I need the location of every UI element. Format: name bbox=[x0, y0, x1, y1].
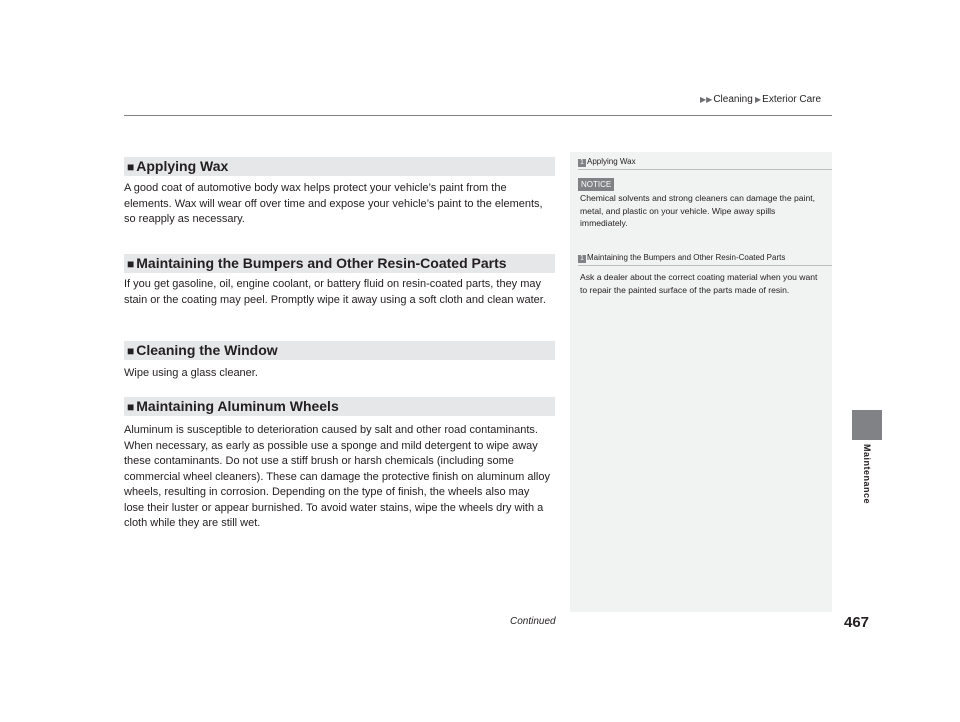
breadcrumb-cleaning[interactable]: Cleaning bbox=[713, 94, 753, 105]
notice-badge: NOTICE bbox=[578, 178, 614, 191]
section-body-window: Wipe using a glass cleaner. bbox=[124, 367, 258, 379]
section-body-applying-wax: A good coat of automotive body wax helps protect your vehicle’s paint from the elements. Wax will wear off over time and expose your vehicle’s paint to the elements, so reapply as necessary. bbox=[124, 182, 543, 225]
triangle-right-icon: ▶ bbox=[752, 95, 762, 104]
breadcrumb-exterior-care[interactable]: Exterior Care bbox=[762, 94, 822, 105]
page-number: 467 bbox=[844, 614, 870, 631]
header-rule bbox=[124, 115, 832, 116]
section-heading-text: Applying Wax bbox=[136, 158, 229, 174]
note-title-bumpers: 1 Maintaining the Bumpers and Other Resin-Coated Parts bbox=[578, 253, 785, 263]
section-heading-text: Maintaining Aluminum Wheels bbox=[136, 398, 339, 414]
section-heading-text: Maintaining the Bumpers and Other Resin-Coated Parts bbox=[136, 255, 507, 271]
note-divider bbox=[578, 169, 832, 170]
note-text-applying-wax: Chemical solvents and strong cleaners can damage the paint, metal, and plastic on your vehicle. Wipe away spills immediately. bbox=[580, 193, 816, 229]
section-heading-applying-wax bbox=[124, 157, 555, 176]
note-marker-icon: 1 bbox=[578, 255, 586, 263]
section-body-bumpers: If you get gasoline, oil, engine coolant, or battery fluid on resin-coated parts, they may stain or the coating may peel. Promptly wipe it away using a soft cloth and clean water. bbox=[124, 278, 546, 306]
square-bullet-icon: ■ bbox=[127, 400, 135, 414]
chapter-tab bbox=[852, 410, 882, 440]
section-heading-text: Cleaning the Window bbox=[136, 342, 278, 358]
section-body-wheels: Aluminum is susceptible to deterioration caused by salt and other road contaminants. When necessary, as early as possible use a sponge and mild detergent to wipe away these contaminants. Do not use a stiff brush or harsh chemicals (including some commercial wheel cleaners). These can damage the protective finish on aluminum alloy wheels, resulting in corrosion. Depending on the type of finish, the wheels also may lose their luster or appear burnished. To avoid water stains, wipe the wheels dry with a cloth while they are still wet. bbox=[124, 424, 550, 529]
square-bullet-icon: ■ bbox=[127, 257, 135, 271]
note-divider bbox=[578, 265, 832, 266]
section-heading-bumpers bbox=[124, 254, 555, 273]
triangle-right-icon: ▶▶ bbox=[700, 95, 713, 104]
square-bullet-icon: ■ bbox=[127, 344, 135, 358]
continued-label: Continued bbox=[510, 616, 556, 627]
note-marker-icon: 1 bbox=[578, 159, 586, 167]
section-heading-wheels bbox=[124, 397, 555, 416]
breadcrumb bbox=[700, 94, 821, 105]
chapter-label: Maintenance bbox=[862, 444, 872, 505]
section-heading-window bbox=[124, 341, 555, 360]
square-bullet-icon: ■ bbox=[127, 160, 135, 174]
note-text-bumpers: Ask a dealer about the correct coating material when you want to repair the painted surface of the parts made of resin. bbox=[580, 272, 818, 295]
note-title-applying-wax: 1 Applying Wax bbox=[578, 157, 636, 167]
